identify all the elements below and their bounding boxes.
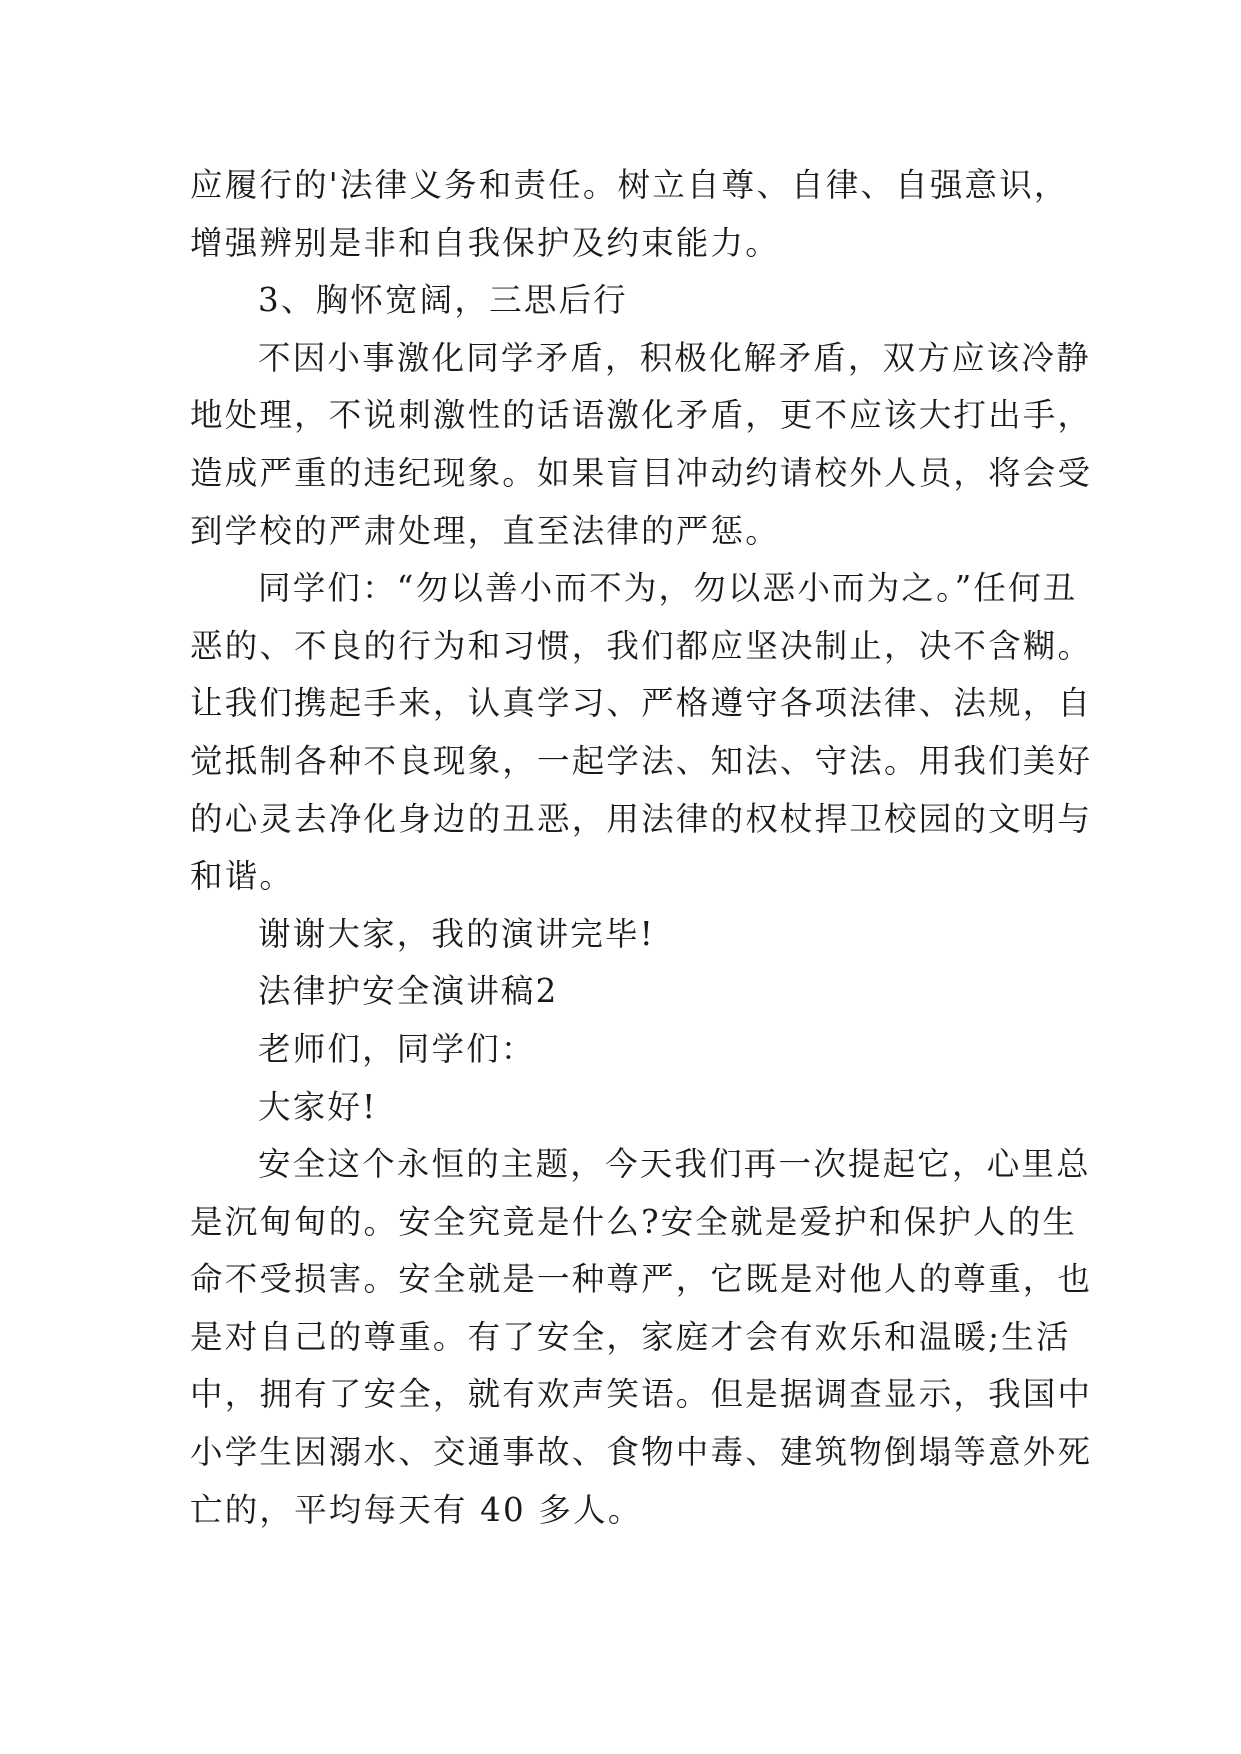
text-line: 是对自己的尊重。有了安全，家庭才会有欢乐和温暖;生活 [190,1317,1071,1356]
text-line: 同学们：“勿以善小而不为，勿以恶小而为之。”任何丑 [258,569,1078,608]
text-line: 造成严重的违纪现象。如果盲目冲动约请校外人员，将会受 [190,453,1093,492]
speech-title: 法律护安全演讲稿2 [258,972,559,1011]
text-line: 是沉甸甸的。安全究竟是什么?安全就是爱护和保护人的生 [190,1202,1078,1241]
text-line: 到学校的严肃处理，直至法律的严惩。 [190,511,780,550]
text-line: 让我们携起手来，认真学习、严格遵守各项法律、法规，自 [190,684,1093,723]
text-line: 安全这个永恒的主题，今天我们再一次提起它，心里总 [258,1145,1091,1184]
salutation: 老师们，同学们： [258,1029,536,1068]
text-line: 命不受损害。安全就是一种尊严，它既是对他人的尊重，也 [190,1260,1093,1299]
text-line: 恶的、不良的行为和习惯，我们都应坚决制止，决不含糊。 [190,626,1093,665]
text-line: 不因小事激化同学矛盾，积极化解矛盾，双方应该冷静 [258,338,1091,377]
text-line: 中，拥有了安全，就有欢声笑语。但是据调查显示，我国中 [190,1375,1093,1414]
text-line: 应履行的'法律义务和责任。树立自尊、自律、自强意识， [190,166,1069,204]
text-line: 小学生因溺水、交通事故、食物中毒、建筑物倒塌等意外死 [190,1433,1093,1472]
text-line: 地处理，不说刺激性的话语激化矛盾，更不应该大打出手， [190,396,1093,435]
text-line: 和谐。 [190,857,295,896]
text-line: 增强辨别是非和自我保护及约束能力。 [190,223,780,262]
text-line: 的心灵去净化身边的丑恶，用法律的权杖捍卫校园的文明与 [190,799,1093,838]
text-line: 觉抵制各种不良现象，一起学法、知法、守法。用我们美好 [190,741,1093,780]
greeting: 大家好! [258,1087,378,1126]
text-line: 谢谢大家，我的演讲完毕! [258,914,655,953]
section-heading: 3、胸怀宽阔，三思后行 [258,281,628,320]
text-line: 亡的，平均每天有 40 多人。 [190,1490,643,1529]
document-body [190,157,1093,1539]
